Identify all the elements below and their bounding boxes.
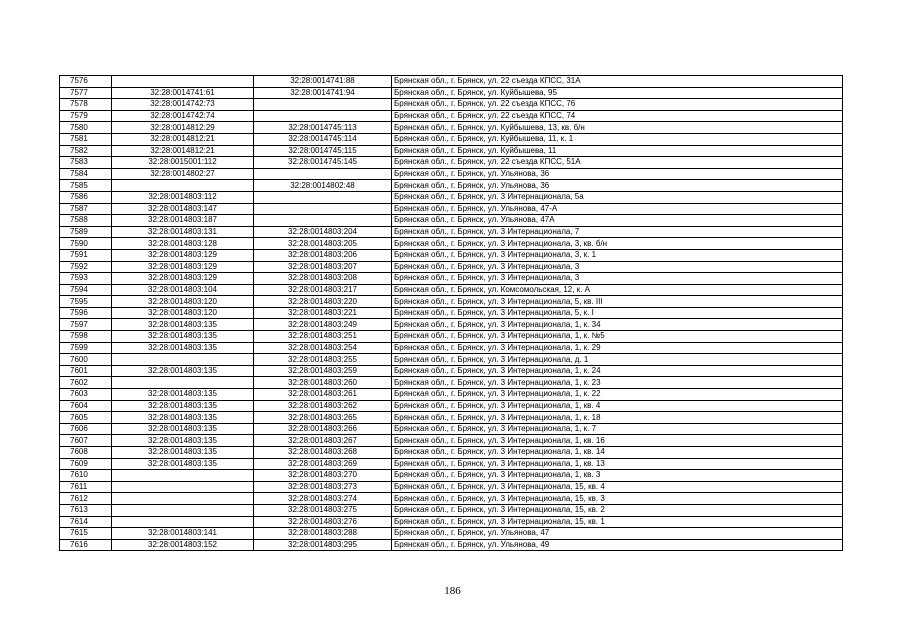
row-number-cell: 7590 xyxy=(60,238,112,250)
building-number-cell: 32:28:0014803:251 xyxy=(254,331,392,343)
address-cell: Брянская обл., г. Брянск, ул. 3 Интернационала, 15, кв. 2 xyxy=(392,504,843,516)
land-plot-number-cell: 32:28:0014803:128 xyxy=(112,238,254,250)
land-plot-number-cell: 32:28:0014803:135 xyxy=(112,458,254,470)
row-number-cell: 7580 xyxy=(60,122,112,134)
address-cell: Брянская обл., г. Брянск, ул. 3 Интернационала, 5, к. I xyxy=(392,307,843,319)
land-plot-number-cell: 32:28:0014803:135 xyxy=(112,365,254,377)
building-number-cell: 32:28:0014803:288 xyxy=(254,528,392,540)
row-number-cell: 7606 xyxy=(60,423,112,435)
row-number-cell: 7583 xyxy=(60,157,112,169)
table-row xyxy=(60,168,843,180)
building-number-cell: 32:28:0014803:221 xyxy=(254,307,392,319)
building-number-cell: 32:28:0014803:261 xyxy=(254,389,392,401)
address-cell: Брянская обл., г. Брянск, ул. 3 Интернационала, 5, кв. III xyxy=(392,296,843,308)
records-table-body xyxy=(60,76,843,551)
address-cell: Брянская обл., г. Брянск, ул. 22 съезда КПСС, 74 xyxy=(392,110,843,122)
table-row xyxy=(60,238,843,250)
table-row xyxy=(60,435,843,447)
land-plot-number-cell: 32:28:0014803:135 xyxy=(112,447,254,459)
building-number-cell xyxy=(254,168,392,180)
address-cell: Брянская обл., г. Брянск, ул. 3 Интернационала, 1, кв. 13 xyxy=(392,458,843,470)
land-plot-number-cell xyxy=(112,76,254,88)
table-row xyxy=(60,354,843,366)
table-row xyxy=(60,389,843,401)
row-number-cell: 7592 xyxy=(60,261,112,273)
address-cell: Брянская обл., г. Брянск, ул. Куйбышева, 13, кв. б/н xyxy=(392,122,843,134)
building-number-cell: 32:28:0014745:145 xyxy=(254,157,392,169)
land-plot-number-cell: 32:28:0014803:152 xyxy=(112,539,254,551)
row-number-cell: 7576 xyxy=(60,76,112,88)
building-number-cell: 32:28:0014803:204 xyxy=(254,226,392,238)
address-cell: Брянская обл., г. Брянск, ул. 3 Интернационала, 1, кв. 16 xyxy=(392,435,843,447)
address-cell: Брянская обл., г. Брянск, ул. 3 Интернационала, 3, к. 1 xyxy=(392,249,843,261)
land-plot-number-cell: 32:28:0014803:135 xyxy=(112,389,254,401)
table-row xyxy=(60,470,843,482)
address-cell: Брянская обл., г. Брянск, ул. Ульянова, 47 xyxy=(392,528,843,540)
row-number-cell: 7608 xyxy=(60,447,112,459)
land-plot-number-cell: 32:28:0014803:129 xyxy=(112,273,254,285)
address-cell: Брянская обл., г. Брянск, ул. 3 Интернационала, 15, кв. 3 xyxy=(392,493,843,505)
building-number-cell: 32:28:0014803:255 xyxy=(254,354,392,366)
building-number-cell: 32:28:0014803:217 xyxy=(254,284,392,296)
address-cell: Брянская обл., г. Брянск, ул. Куйбышева, 95 xyxy=(392,87,843,99)
row-number-cell: 7577 xyxy=(60,87,112,99)
row-number-cell: 7584 xyxy=(60,168,112,180)
table-row xyxy=(60,331,843,343)
land-plot-number-cell: 32:28:0014803:129 xyxy=(112,261,254,273)
table-row xyxy=(60,284,843,296)
building-number-cell: 32:28:0014741:88 xyxy=(254,76,392,88)
row-number-cell: 7589 xyxy=(60,226,112,238)
row-number-cell: 7595 xyxy=(60,296,112,308)
table-row xyxy=(60,249,843,261)
address-cell: Брянская обл., г. Брянск, ул. 3 Интернационала, 7 xyxy=(392,226,843,238)
address-cell: Брянская обл., г. Брянск, ул. 3 Интернационала, 1, кв. 14 xyxy=(392,447,843,459)
table-row xyxy=(60,307,843,319)
land-plot-number-cell: 32:28:0014803:129 xyxy=(112,249,254,261)
row-number-cell: 7601 xyxy=(60,365,112,377)
land-plot-number-cell: 32:28:0014742:74 xyxy=(112,110,254,122)
row-number-cell: 7582 xyxy=(60,145,112,157)
address-cell: Брянская обл., г. Брянск, ул. 22 съезда КПСС, 31А xyxy=(392,76,843,88)
building-number-cell xyxy=(254,191,392,203)
row-number-cell: 7599 xyxy=(60,342,112,354)
table-row xyxy=(60,365,843,377)
address-cell: Брянская обл., г. Брянск, ул. 3 Интернационала, д. 1 xyxy=(392,354,843,366)
land-plot-number-cell: 32:28:0014742:73 xyxy=(112,99,254,111)
address-cell: Брянская обл., г. Брянск, ул. 22 съезда КПСС, 51А xyxy=(392,157,843,169)
land-plot-number-cell: 32:28:0014803:120 xyxy=(112,307,254,319)
land-plot-number-cell: 32:28:0014803:135 xyxy=(112,423,254,435)
address-cell: Брянская обл., г. Брянск, ул. 3 Интернационала, 1, к. 18 xyxy=(392,412,843,424)
table-row xyxy=(60,296,843,308)
address-cell: Брянская обл., г. Брянск, ул. Ульянова, 36 xyxy=(392,180,843,192)
building-number-cell: 32:28:0014803:275 xyxy=(254,504,392,516)
address-cell: Брянская обл., г. Брянск, ул. 3 Интернационала, 1, к. 23 xyxy=(392,377,843,389)
building-number-cell: 32:28:0014803:295 xyxy=(254,539,392,551)
building-number-cell: 32:28:0014803:249 xyxy=(254,319,392,331)
land-plot-number-cell xyxy=(112,493,254,505)
land-plot-number-cell xyxy=(112,516,254,528)
table-row xyxy=(60,145,843,157)
row-number-cell: 7591 xyxy=(60,249,112,261)
address-cell: Брянская обл., г. Брянск, ул. 3 Интернационала, 1, кв. 4 xyxy=(392,400,843,412)
land-plot-number-cell: 32:28:0014741:61 xyxy=(112,87,254,99)
row-number-cell: 7609 xyxy=(60,458,112,470)
building-number-cell: 32:28:0014803:207 xyxy=(254,261,392,273)
land-plot-number-cell: 32:28:0014803:135 xyxy=(112,435,254,447)
row-number-cell: 7602 xyxy=(60,377,112,389)
table-row xyxy=(60,157,843,169)
address-cell: Брянская обл., г. Брянск, ул. 3 Интернационала, 3 xyxy=(392,273,843,285)
building-number-cell: 32:28:0014803:208 xyxy=(254,273,392,285)
land-plot-number-cell xyxy=(112,504,254,516)
row-number-cell: 7587 xyxy=(60,203,112,215)
address-cell: Брянская обл., г. Брянск, ул. Ульянова, 49 xyxy=(392,539,843,551)
building-number-cell: 32:28:0014803:220 xyxy=(254,296,392,308)
row-number-cell: 7605 xyxy=(60,412,112,424)
row-number-cell: 7607 xyxy=(60,435,112,447)
building-number-cell: 32:28:0014802:48 xyxy=(254,180,392,192)
land-plot-number-cell: 32:28:0014803:135 xyxy=(112,342,254,354)
building-number-cell: 32:28:0014803:254 xyxy=(254,342,392,354)
address-cell: Брянская обл., г. Брянск, ул. 3 Интернационала, 15, кв. 1 xyxy=(392,516,843,528)
land-plot-number-cell: 32:28:0014803:135 xyxy=(112,400,254,412)
land-plot-number-cell: 32:28:0014812:21 xyxy=(112,145,254,157)
table-row xyxy=(60,528,843,540)
land-plot-number-cell: 32:28:0014803:187 xyxy=(112,215,254,227)
table-row xyxy=(60,261,843,273)
address-cell: Брянская обл., г. Брянск, ул. 3 Интернационала, 15, кв. 4 xyxy=(392,481,843,493)
address-cell: Брянская обл., г. Брянск, ул. Куйбышева, 11 xyxy=(392,145,843,157)
table-row xyxy=(60,516,843,528)
building-number-cell: 32:28:0014803:269 xyxy=(254,458,392,470)
table-row xyxy=(60,319,843,331)
row-number-cell: 7612 xyxy=(60,493,112,505)
row-number-cell: 7604 xyxy=(60,400,112,412)
address-cell: Брянская обл., г. Брянск, ул. 3 Интернационала, 1, к. 22 xyxy=(392,389,843,401)
building-number-cell: 32:28:0014803:259 xyxy=(254,365,392,377)
building-number-cell: 32:28:0014803:274 xyxy=(254,493,392,505)
building-number-cell: 32:28:0014803:276 xyxy=(254,516,392,528)
row-number-cell: 7616 xyxy=(60,539,112,551)
land-plot-number-cell: 32:28:0014803:135 xyxy=(112,412,254,424)
row-number-cell: 7610 xyxy=(60,470,112,482)
building-number-cell: 32:28:0014803:205 xyxy=(254,238,392,250)
table-row xyxy=(60,400,843,412)
row-number-cell: 7598 xyxy=(60,331,112,343)
row-number-cell: 7578 xyxy=(60,99,112,111)
address-cell: Брянская обл., г. Брянск, ул. 3 Интернационала, 1, к. 24 xyxy=(392,365,843,377)
row-number-cell: 7579 xyxy=(60,110,112,122)
row-number-cell: 7611 xyxy=(60,481,112,493)
table-row xyxy=(60,215,843,227)
row-number-cell: 7615 xyxy=(60,528,112,540)
address-cell: Брянская обл., г. Брянск, ул. Ульянова, 36 xyxy=(392,168,843,180)
address-cell: Брянская обл., г. Брянск, ул. 3 Интернационала, 3, кв. б/н xyxy=(392,238,843,250)
land-plot-number-cell xyxy=(112,354,254,366)
land-plot-number-cell: 32:28:0014803:104 xyxy=(112,284,254,296)
table-row xyxy=(60,273,843,285)
page-number: 186 xyxy=(444,585,461,597)
building-number-cell: 32:28:0014803:267 xyxy=(254,435,392,447)
address-cell: Брянская обл., г. Брянск, ул. Ульянова, 47А xyxy=(392,215,843,227)
land-plot-number-cell: 32:28:0014803:147 xyxy=(112,203,254,215)
row-number-cell: 7593 xyxy=(60,273,112,285)
land-plot-number-cell: 32:28:0014812:29 xyxy=(112,122,254,134)
building-number-cell: 32:28:0014745:114 xyxy=(254,133,392,145)
land-plot-number-cell: 32:28:0014803:135 xyxy=(112,331,254,343)
row-number-cell: 7596 xyxy=(60,307,112,319)
building-number-cell: 32:28:0014745:113 xyxy=(254,122,392,134)
building-number-cell: 32:28:0014803:260 xyxy=(254,377,392,389)
table-row xyxy=(60,504,843,516)
table-row xyxy=(60,180,843,192)
address-cell: Брянская обл., г. Брянск, ул. Комсомольская, 12, к. А xyxy=(392,284,843,296)
building-number-cell xyxy=(254,110,392,122)
table-row xyxy=(60,99,843,111)
building-number-cell: 32:28:0014803:268 xyxy=(254,447,392,459)
row-number-cell: 7597 xyxy=(60,319,112,331)
building-number-cell: 32:28:0014745:115 xyxy=(254,145,392,157)
table-row xyxy=(60,122,843,134)
table-row xyxy=(60,377,843,389)
table-row xyxy=(60,191,843,203)
land-plot-number-cell xyxy=(112,377,254,389)
table-row xyxy=(60,226,843,238)
land-plot-number-cell: 32:28:0014803:141 xyxy=(112,528,254,540)
address-cell: Брянская обл., г. Брянск, ул. Ульянова, 47-А xyxy=(392,203,843,215)
row-number-cell: 7614 xyxy=(60,516,112,528)
land-plot-number-cell: 32:28:0014802:27 xyxy=(112,168,254,180)
table-row xyxy=(60,539,843,551)
building-number-cell: 32:28:0014803:266 xyxy=(254,423,392,435)
table-row xyxy=(60,87,843,99)
row-number-cell: 7588 xyxy=(60,215,112,227)
row-number-cell: 7585 xyxy=(60,180,112,192)
building-number-cell: 32:28:0014803:265 xyxy=(254,412,392,424)
table-row xyxy=(60,458,843,470)
table-row xyxy=(60,110,843,122)
land-plot-number-cell: 32:28:0014803:112 xyxy=(112,191,254,203)
land-plot-number-cell: 32:28:0014803:135 xyxy=(112,319,254,331)
row-number-cell: 7600 xyxy=(60,354,112,366)
table-row xyxy=(60,493,843,505)
land-plot-number-cell: 32:28:0014803:131 xyxy=(112,226,254,238)
row-number-cell: 7613 xyxy=(60,504,112,516)
table-row xyxy=(60,481,843,493)
table-row xyxy=(60,447,843,459)
address-cell: Брянская обл., г. Брянск, ул. 3 Интернационала, 1, к. №5 xyxy=(392,331,843,343)
building-number-cell: 32:28:0014803:206 xyxy=(254,249,392,261)
records-table xyxy=(59,75,843,551)
row-number-cell: 7586 xyxy=(60,191,112,203)
table-row xyxy=(60,203,843,215)
land-plot-number-cell: 32:28:0014803:120 xyxy=(112,296,254,308)
building-number-cell: 32:28:0014741:94 xyxy=(254,87,392,99)
building-number-cell: 32:28:0014803:262 xyxy=(254,400,392,412)
address-cell: Брянская обл., г. Брянск, ул. 3 Интернационала, 1, кв. 3 xyxy=(392,470,843,482)
table-row xyxy=(60,76,843,88)
building-number-cell xyxy=(254,99,392,111)
land-plot-number-cell xyxy=(112,180,254,192)
address-cell: Брянская обл., г. Брянск, ул. 3 Интернационала, 1, к. 7 xyxy=(392,423,843,435)
address-cell: Брянская обл., г. Брянск, ул. 3 Интернационала, 1, к. 34 xyxy=(392,319,843,331)
building-number-cell: 32:28:0014803:270 xyxy=(254,470,392,482)
land-plot-number-cell xyxy=(112,481,254,493)
land-plot-number-cell xyxy=(112,470,254,482)
building-number-cell xyxy=(254,203,392,215)
address-cell: Брянская обл., г. Брянск, ул. Куйбышева, 11, к. 1 xyxy=(392,133,843,145)
address-cell: Брянская обл., г. Брянск, ул. 3 Интернационала, 1, к. 29 xyxy=(392,342,843,354)
land-plot-number-cell: 32:28:0015001:112 xyxy=(112,157,254,169)
land-plot-number-cell: 32:28:0014812:21 xyxy=(112,133,254,145)
address-cell: Брянская обл., г. Брянск, ул. 22 съезда КПСС, 76 xyxy=(392,99,843,111)
table-row xyxy=(60,412,843,424)
row-number-cell: 7603 xyxy=(60,389,112,401)
address-cell: Брянская обл., г. Брянск, ул. 3 Интернационала, 3 xyxy=(392,261,843,273)
address-cell: Брянская обл., г. Брянск, ул. 3 Интернационала, 5а xyxy=(392,191,843,203)
table-row xyxy=(60,423,843,435)
building-number-cell xyxy=(254,215,392,227)
building-number-cell: 32:28:0014803:273 xyxy=(254,481,392,493)
row-number-cell: 7581 xyxy=(60,133,112,145)
row-number-cell: 7594 xyxy=(60,284,112,296)
table-row xyxy=(60,133,843,145)
table-row xyxy=(60,342,843,354)
